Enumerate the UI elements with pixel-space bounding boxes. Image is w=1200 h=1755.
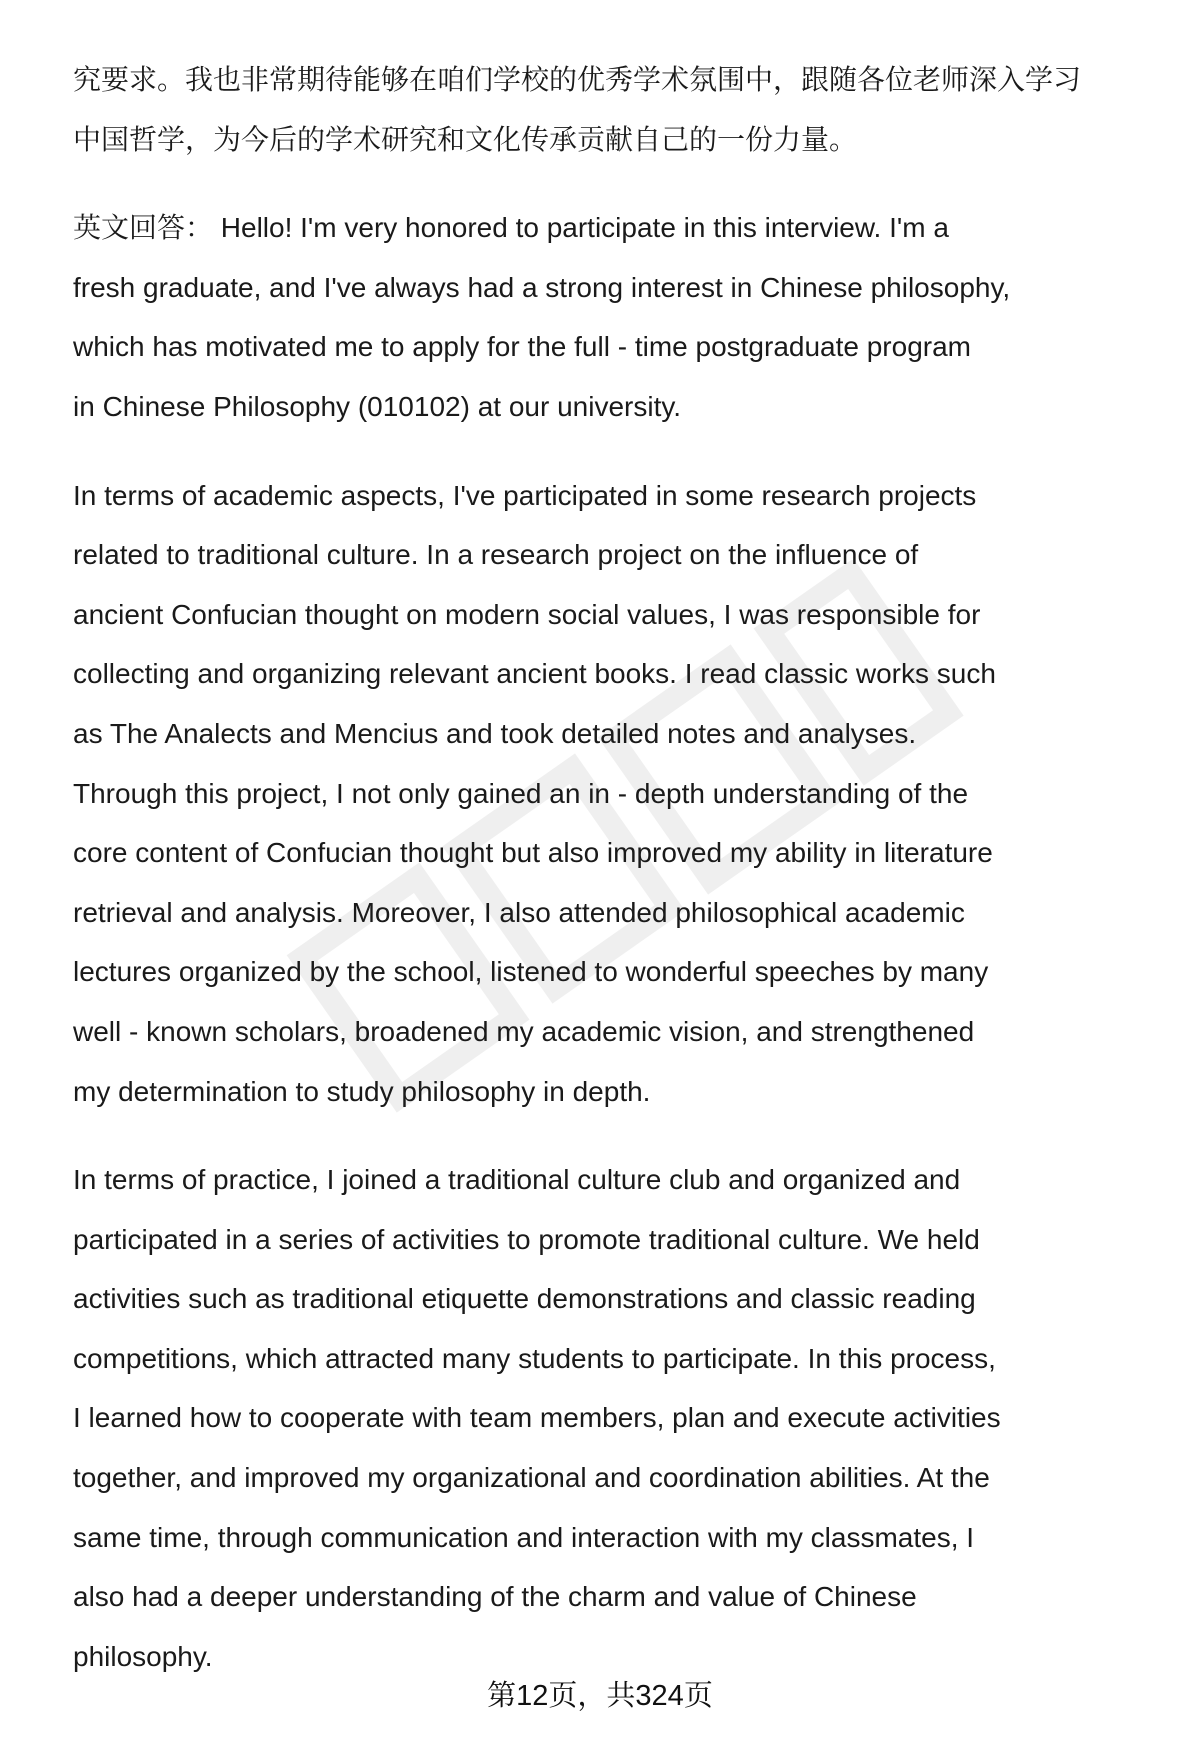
text-line: my determination to study philosophy in depth. — [73, 1075, 651, 1107]
paragraph-academic — [73, 466, 1173, 1122]
text-line: together, and improved my organizational and coordination abilities. At the — [73, 1462, 990, 1494]
text-line: well - known scholars, broadened my academic vision, and strengthened — [73, 1015, 975, 1047]
text-line: retrieval and analysis. Moreover, I also attended philosophical academic — [73, 896, 965, 928]
text-line: 中国哲学，为今后的学术研究和文化传承贡献自己的一份力量。 — [73, 123, 858, 155]
page-number: 第12页，共324页 — [487, 1680, 713, 1712]
paragraph-practice — [73, 1150, 1173, 1686]
text-line: competitions, which attracted many students to participate. In this process, — [73, 1342, 996, 1374]
text-line: also had a deeper understanding of the charm and value of Chinese — [73, 1581, 917, 1613]
text-line: which has motivated me to apply for the full - time postgraduate program — [73, 331, 971, 363]
document-body — [73, 50, 1173, 1715]
paragraph-english-intro — [73, 198, 1173, 436]
text-line: participated in a series of activities to promote traditional culture. We held — [73, 1223, 980, 1255]
text-line: activities such as traditional etiquette demonstrations and classic reading — [73, 1283, 976, 1315]
text-line: as The Analects and Mencius and took detailed notes and analyses. — [73, 717, 917, 749]
text-line: in Chinese Philosophy (010102) at our university. — [73, 390, 682, 422]
text-line: related to traditional culture. In a research project on the influence of — [73, 539, 919, 571]
text-line: 究要求。我也非常期待能够在咱们学校的优秀学术氛围中，跟随各位老师深入学习 — [73, 64, 1082, 95]
text-line: same time, through communication and interaction with my classmates, I — [73, 1521, 975, 1553]
text-line: core content of Confucian thought but also improved my ability in literature — [73, 837, 993, 869]
paragraph-chinese-closing — [73, 50, 1173, 169]
text-line: 英文回答： Hello! I'm very honored to participate in this interview. I'm a — [73, 212, 949, 244]
text-line: lectures organized by the school, listened to wonderful speeches by many — [73, 956, 989, 988]
text-line: ancient Confucian thought on modern social values, I was responsible for — [73, 598, 981, 630]
text-line: I learned how to cooperate with team members, plan and execute activities — [73, 1402, 1001, 1434]
text-line: collecting and organizing relevant ancient books. I read classic works such — [73, 658, 996, 690]
text-line: In terms of academic aspects, I've participated in some research projects — [73, 479, 977, 511]
text-line: In terms of practice, I joined a traditional culture club and organized and — [73, 1164, 961, 1196]
text-line: philosophy. — [73, 1640, 213, 1672]
text-line: Through this project, I not only gained an in - depth understanding of the — [73, 777, 969, 809]
text-line: fresh graduate, and I've always had a strong interest in Chinese philosophy, — [73, 271, 1011, 303]
